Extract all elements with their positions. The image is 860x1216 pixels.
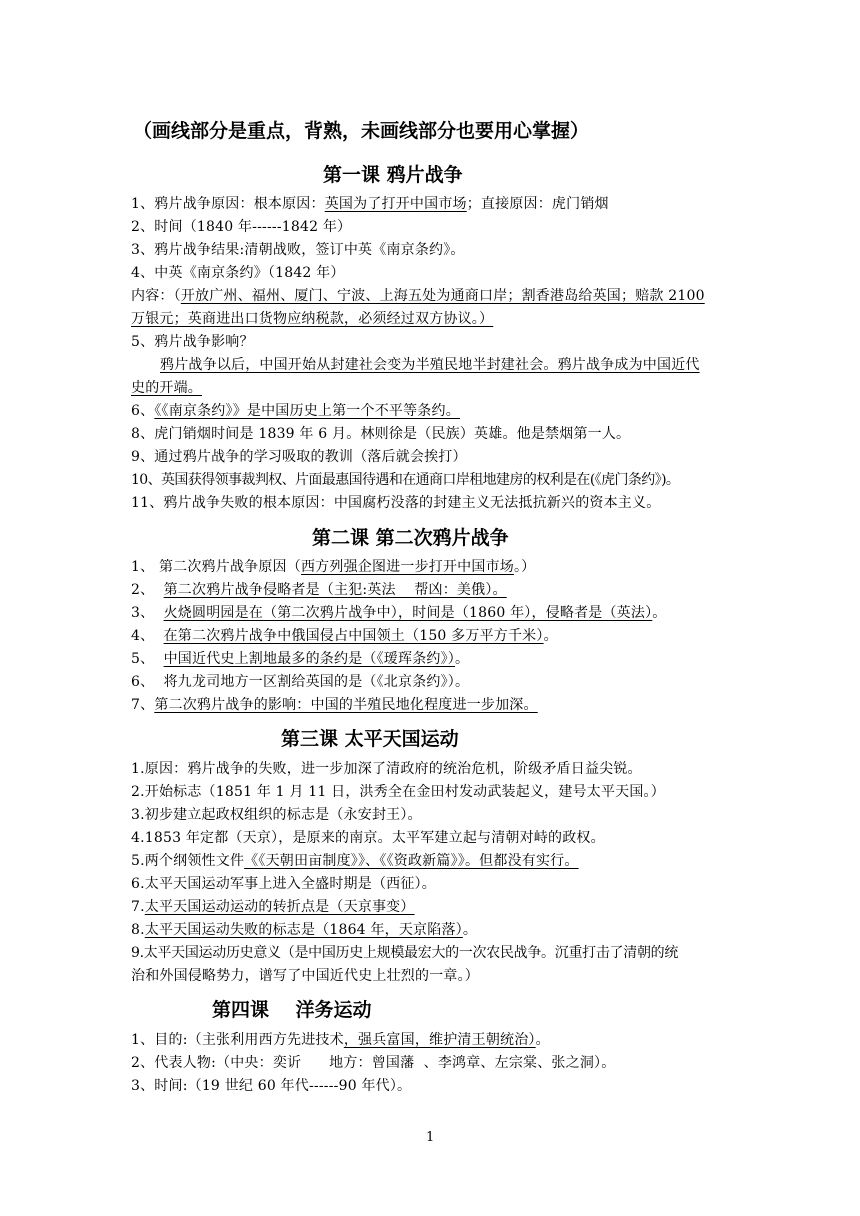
underlined-text: ，强兵富国，维护清王朝统治） <box>343 1032 536 1048</box>
lesson-3-line-4: 4.1853 年定都（天京），是原来的南京。太平军建立起与清朝对峙的政权。 <box>131 830 605 846</box>
text: 7. <box>131 899 145 915</box>
page-number: 1 <box>426 1130 435 1145</box>
lesson-1-line-7: 5、鸦片战争影响？ <box>131 334 254 350</box>
lesson-2-line-5 <box>131 648 469 671</box>
text: ；直接原因：虎门销烟 <box>466 196 609 212</box>
underlined-text: 西方列强企图进一步打开中国市场 <box>300 559 514 575</box>
text: 。 <box>462 922 478 938</box>
text: 。 <box>652 605 667 621</box>
underlined-text: 第二次鸦片战争的影响：中国的半殖民地化程度进一步加深。 <box>154 697 538 713</box>
lesson-2-title: 第二课 第二次鸦片战争 <box>312 527 509 549</box>
text: 5.两个纲领性文件 <box>131 853 245 869</box>
text: 6、 <box>131 403 155 419</box>
text: 。 <box>535 1032 550 1048</box>
text: 7、 <box>131 697 155 713</box>
text: 内容：（ <box>131 288 181 304</box>
lesson-1-line-3: 3、鸦片战争结果:清朝战败，签订中英《南京条约》。 <box>131 242 465 258</box>
text: 3、 <box>131 605 164 621</box>
underlined-text: 第二次鸦片战争侵略者是（主犯:英法 帮凶：美俄）。 <box>163 582 507 598</box>
underlined-text: 开放广州、福州、厦门、宁波、上海五处为通商口岸；割香港岛给英国；赔款 2100 <box>180 288 705 304</box>
lesson-1-line-8: 鸦片战争以后，中国开始从封建社会变为半殖民地半封建社会。鸦片战争成为中国近代 <box>160 357 700 373</box>
text: 4、 <box>131 628 164 644</box>
lesson-3-line-7 <box>131 896 415 919</box>
lesson-3-line-9: 9.太平天国运动历史意义（是中国历史上规模最宏大的一次农民战争。沉重打击了清朝的统 <box>131 945 679 961</box>
underlined-text: 火烧圆明园是在（第二次鸦片战争中），时间是（1860 年），侵略者是（英法） <box>163 605 653 621</box>
underlined-text: 《《天朝田亩制度》》、《《资政新篇》》。但都没有实行。 <box>244 853 579 869</box>
lesson-1-line-12: 9、通过鸦片战争的学习吸取的教训（落后就会挨打） <box>131 449 467 465</box>
lesson-1-line-5 <box>131 285 705 308</box>
lesson-3-line-1: 1.原因：鸦片战争的失败，进一步加深了清政府的统治危机，阶级矛盾日益尖锐。 <box>131 761 642 777</box>
text: 。 <box>543 628 558 644</box>
lesson-1-line-4: 4、中英《南京条约》（1842 年） <box>131 265 345 281</box>
lesson-1-line-6: 万银元；英商进出口货物应纳税款，必须经过双方协议。） <box>131 311 494 327</box>
lesson-1-title: 第一课 鸦片战争 <box>323 164 463 186</box>
text: 5、 <box>131 651 164 667</box>
lesson-3-title: 第三课 太平天国运动 <box>281 728 459 750</box>
text: 1、鸦片战争原因：根本原因： <box>131 196 325 212</box>
lesson-2-line-3 <box>131 602 667 625</box>
lesson-2-line-1 <box>131 556 535 579</box>
lesson-3-line-3: 3.初步建立起政权组织的标志是（永安封王）。 <box>131 807 422 823</box>
underlined-text: 英国为了打开中国市场 <box>324 196 467 212</box>
lesson-3-line-6: 6.太平天国运动军事上进入全盛时期是（西征）。 <box>131 876 436 892</box>
lesson-3-line-5 <box>131 850 579 873</box>
text: 。 <box>455 651 470 667</box>
lesson-1-line-1 <box>131 193 609 216</box>
underlined-text: 太平天国运动运动的转折点是（天京事变） <box>144 899 415 915</box>
underlined-text: 中国近代史上割地最多的条约是（《瑷珲条约》） <box>163 651 456 667</box>
lesson-3-line-2: 2.开始标志（1851 年 1 月 11 日，洪秀全在金田村发动武装起义，建号太平天国。） <box>131 784 665 800</box>
lesson-2-line-6: 6、 将九龙司地方一区割给英国的是（《北京条约》）。 <box>131 674 470 690</box>
text: 1、目的:（主张利用西方先进技术 <box>131 1032 344 1048</box>
text: 。） <box>513 559 536 575</box>
lesson-1-line-11: 8、虎门销烟时间是 1839 年 6 月。林则徐是（民族）英雄。他是禁烟第一人。 <box>131 426 631 442</box>
lesson-2-line-2 <box>131 579 507 602</box>
lesson-1-line-2: 2、时间（1840 年------1842 年） <box>131 219 352 235</box>
study-note: （画线部分是重点，背熟，未画线部分也要用心掌握） <box>133 120 590 142</box>
text: 8. <box>131 922 145 938</box>
lesson-4-title: 第四课 洋务运动 <box>212 999 372 1021</box>
underlined-text: 太平天国运动失败的标志是（1864 年，天京陷落） <box>144 922 463 938</box>
text: 2、 <box>131 582 164 598</box>
lesson-4-line-2: 2、代表人物:（中央：奕䜣 地方：曾国藩 、李鸿章、左宗棠、张之洞）。 <box>131 1055 616 1071</box>
lesson-1-line-14: 11、鸦片战争失败的根本原因：中国腐朽没落的封建主义无法抵抗新兴的资本主义。 <box>131 495 661 511</box>
lesson-1-line-13: 10、英国获得领事裁判权、片面最惠国待遇和在通商口岸租地建房的权利是在(《虎门条约》)。 <box>131 472 680 488</box>
lesson-1-line-10 <box>131 400 460 423</box>
lesson-3-line-8 <box>131 919 477 942</box>
text: 1、 第二次鸦片战争原因（ <box>131 559 301 575</box>
lesson-4-line-1 <box>131 1029 550 1052</box>
lesson-4-line-3: 3、时间:（19 世纪 60 年代------90 年代）。 <box>131 1078 412 1094</box>
lesson-3-line-10: 治和外国侵略势力，谱写了中国近代史上壮烈的一章。） <box>131 968 479 984</box>
lesson-1-line-9: 史的开端。 <box>131 380 202 396</box>
underlined-text: 《《南京条约》》是中国历史上第一个不平等条约。 <box>154 403 460 419</box>
underlined-text: 在第二次鸦片战争中俄国侵占中国领土（150 多万平方千米） <box>163 628 544 644</box>
lesson-2-line-4 <box>131 625 558 648</box>
lesson-2-line-7 <box>131 694 538 717</box>
